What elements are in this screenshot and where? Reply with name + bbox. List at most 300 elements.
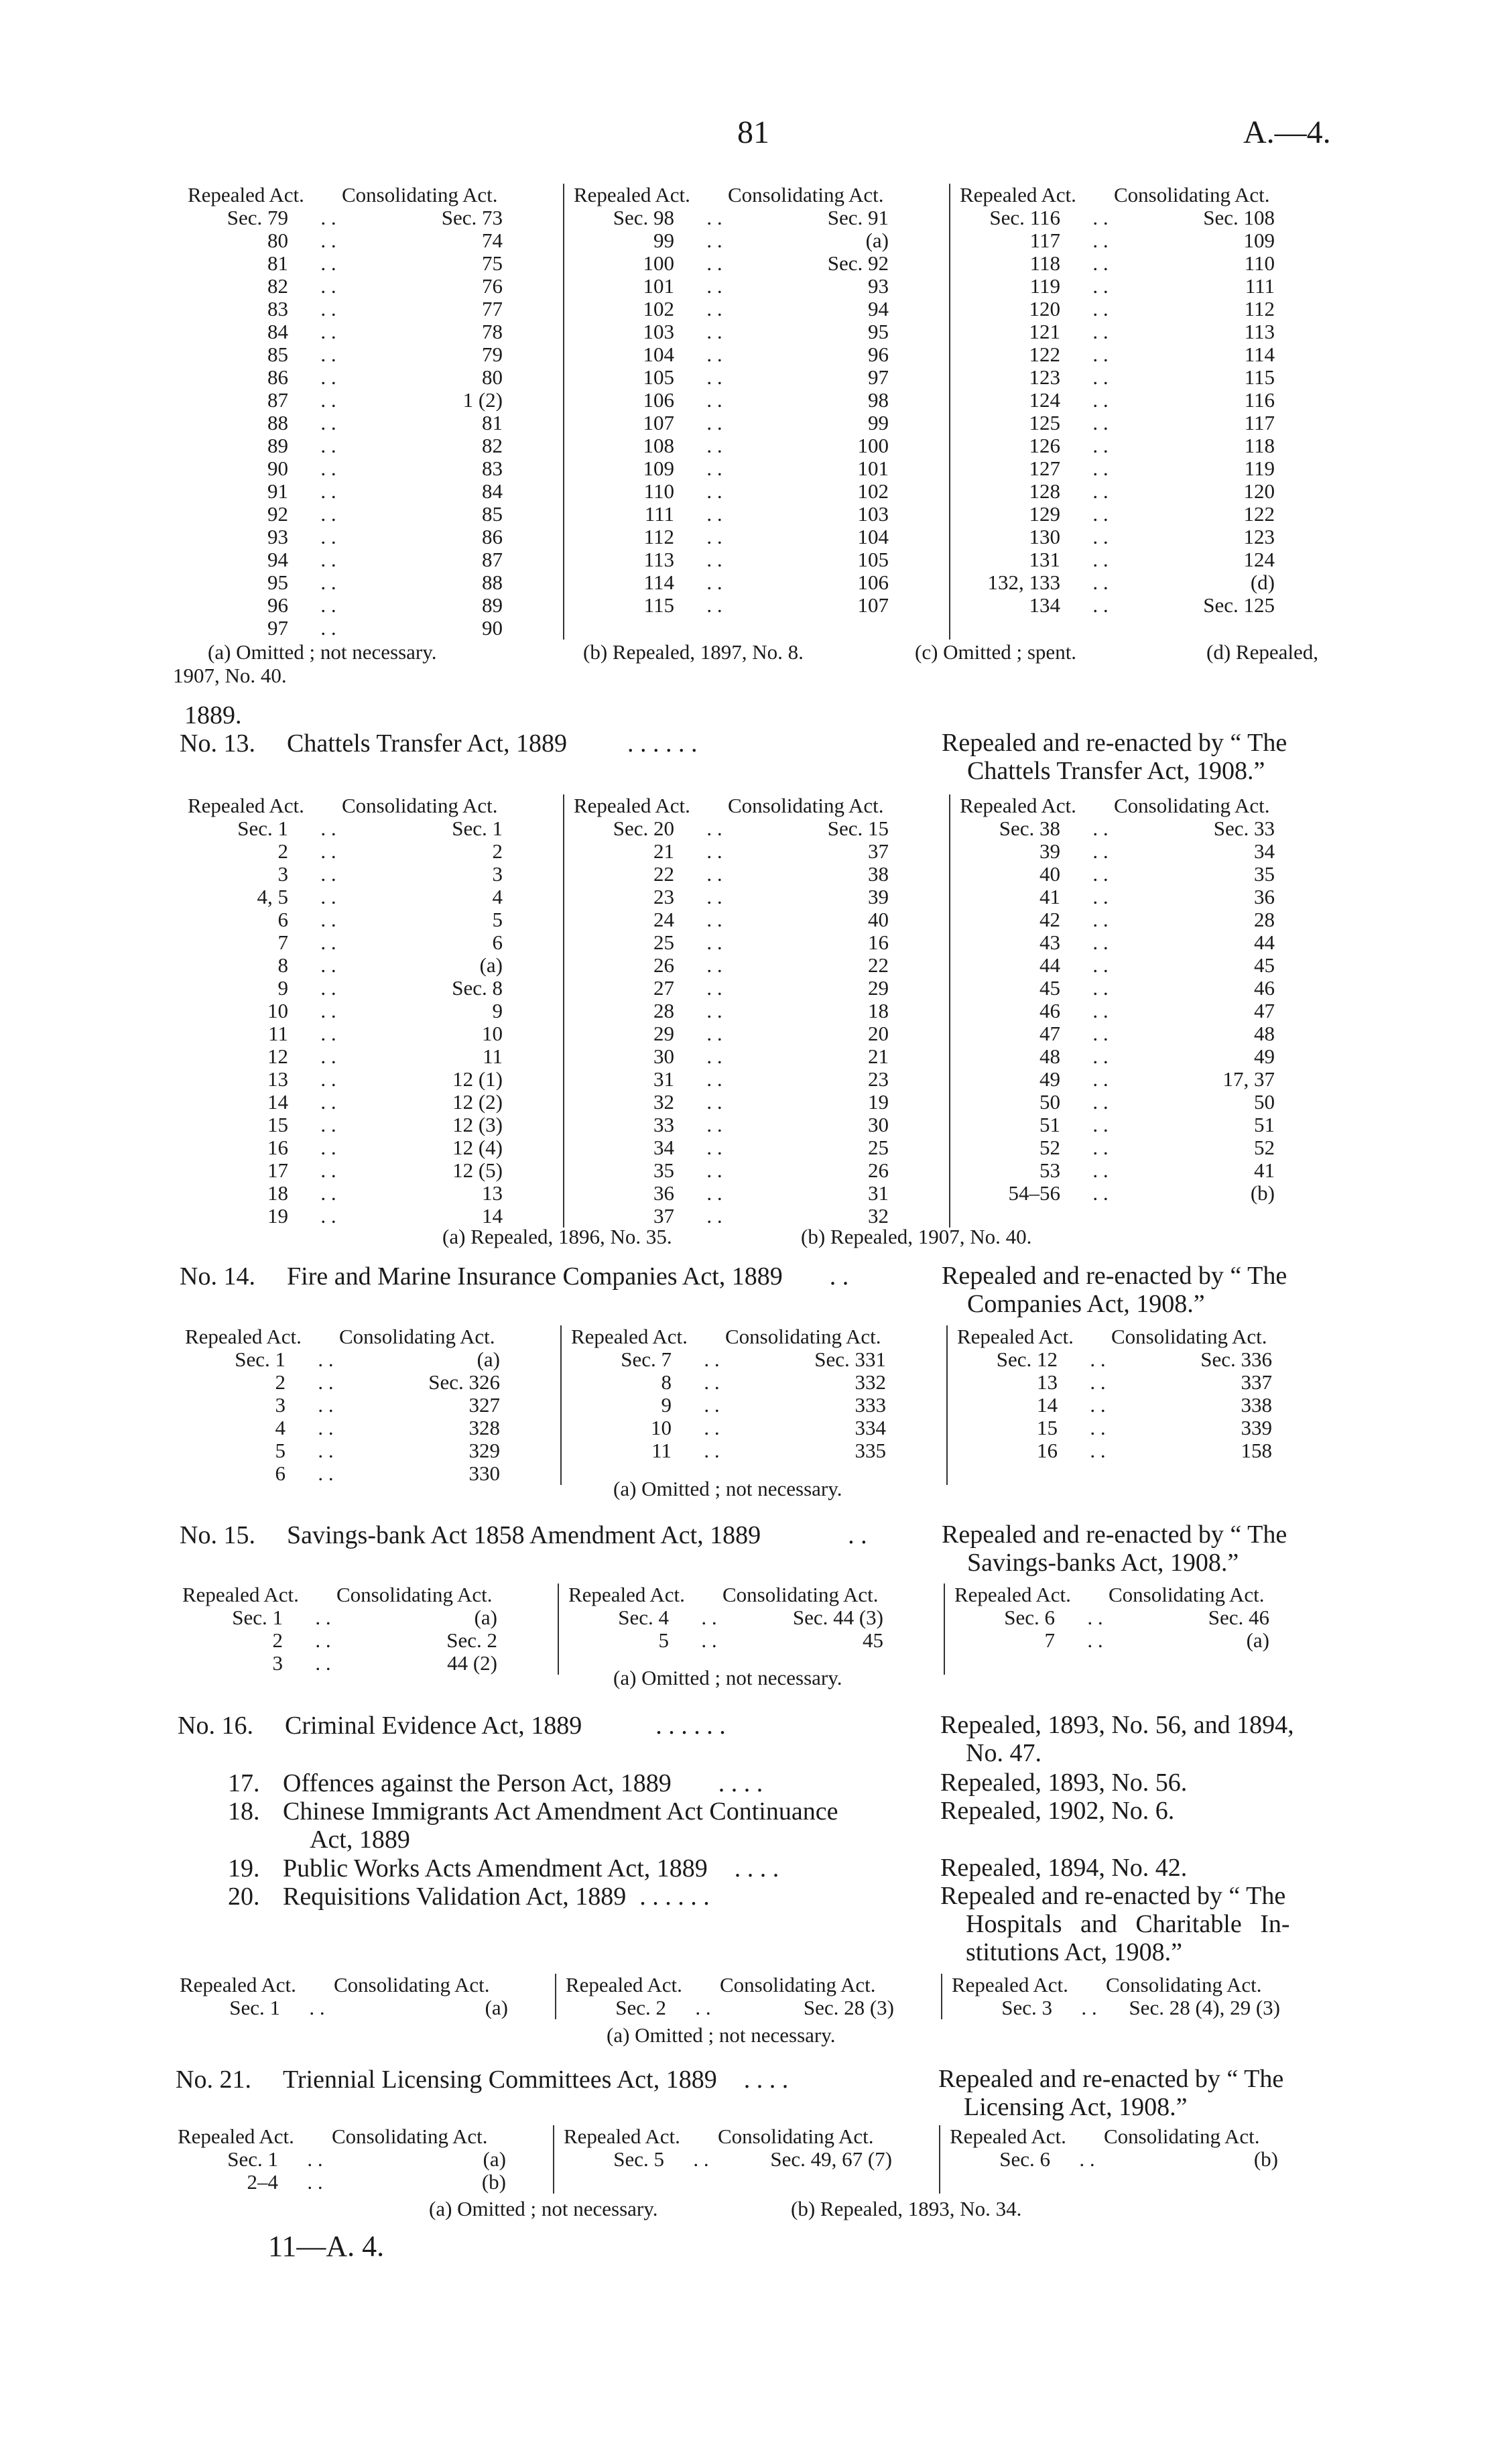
leader-dots: . .: [1092, 548, 1109, 571]
repealed-section: 100: [643, 251, 674, 275]
leader-dots: . .: [1092, 817, 1109, 840]
table-column-3: [940, 2125, 1325, 2194]
leader-dots: . .: [706, 839, 722, 863]
act-number: 20.: [228, 1883, 260, 1911]
repealed-section: Sec. 1: [237, 817, 288, 840]
consolidating-act-header: Consolidating Act.: [342, 794, 498, 817]
leader-dots: . .: [706, 1090, 722, 1114]
repealed-section: 17: [267, 1158, 288, 1182]
consolidating-section: Sec. 91: [827, 206, 889, 229]
leader-dots: . .: [706, 593, 722, 617]
leader-dots: . .: [320, 885, 336, 908]
consolidating-section: 13: [482, 1181, 503, 1205]
consolidating-act-header: Consolidating Act.: [728, 183, 884, 206]
repealed-section: 2: [277, 839, 288, 863]
table-row: [571, 1348, 946, 1371]
consolidating-section: 80: [482, 365, 503, 389]
leader-dots: . .: [706, 571, 722, 594]
consolidating-section: 36: [1254, 885, 1275, 908]
repealed-section: 32: [653, 1090, 674, 1114]
repealed-section: 25: [653, 931, 674, 954]
consolidating-section: 3: [492, 862, 503, 886]
consolidating-section: 75: [482, 251, 503, 275]
repealed-section: 13: [267, 1067, 288, 1091]
table-row: [960, 1182, 1335, 1205]
table-row: [960, 275, 1335, 298]
consolidating-act-header: Consolidating Act.: [339, 1325, 495, 1348]
leader-dots: . .: [320, 1113, 336, 1136]
table-row: [571, 1417, 946, 1439]
consolidating-section: Sec. 49, 67 (7): [770, 2147, 892, 2171]
repealed-section: 110: [643, 479, 674, 503]
consolidating-section: 119: [1244, 457, 1275, 480]
consolidating-section: 12 (2): [452, 1090, 503, 1114]
repealed-section: 41: [1040, 885, 1060, 908]
table-row: [574, 343, 949, 366]
table-row: [188, 275, 563, 298]
repealed-section: 84: [267, 320, 288, 343]
consolidating-section: Sec. 33: [1213, 817, 1275, 840]
leader-dots: . .: [1092, 1136, 1109, 1159]
repealed-section: 52: [1040, 1136, 1060, 1159]
consolidating-section: 50: [1254, 1090, 1275, 1114]
consolidating-section: 87: [482, 548, 503, 571]
repealed-section: 94: [267, 548, 288, 571]
table-row: [957, 1417, 1332, 1439]
table-row: [574, 1000, 949, 1022]
table-row: [952, 1996, 1327, 2019]
leader-dots: . .: [704, 1439, 720, 1462]
consolidating-section: 31: [868, 1181, 889, 1205]
leader-dots: . .: [706, 479, 722, 503]
repealed-section: Sec. 1: [232, 1606, 283, 1629]
consolidating-section: 74: [482, 229, 503, 252]
consolidating-section: 78: [482, 320, 503, 343]
table-row: [188, 548, 563, 571]
table-row: [182, 1629, 558, 1652]
consolidating-section: 338: [1241, 1393, 1272, 1417]
leader-dots: . .: [706, 251, 722, 275]
table-row: [188, 252, 563, 275]
consolidating-section: 158: [1241, 1439, 1272, 1462]
consolidating-section: 112: [1244, 297, 1275, 320]
repealed-section: 23: [653, 885, 674, 908]
table-row: [574, 1114, 949, 1136]
leader-dots: . .: [320, 206, 336, 229]
leader-dots: . .: [706, 862, 722, 886]
status-line: Savings-banks Act, 1908.”: [967, 1549, 1239, 1577]
document-reference: A.—4.: [1243, 115, 1331, 150]
leader-dots: . .: [320, 274, 336, 298]
leader-dots: . .: [706, 229, 722, 252]
act-title: Fire and Marine Insurance Companies Act, 1889: [287, 1262, 783, 1291]
consolidating-section: 118: [1244, 434, 1275, 457]
repealed-section: 33: [653, 1113, 674, 1136]
status-line: stitutions Act, 1908.”: [966, 1938, 1182, 1966]
leader-dots: . .: [1092, 953, 1109, 977]
consolidating-section: 12 (5): [452, 1158, 503, 1182]
consolidating-section: 37: [868, 839, 889, 863]
leader-dots: . .: [320, 502, 336, 526]
repealed-section: Sec. 12: [996, 1348, 1058, 1371]
table-row: [960, 412, 1335, 434]
leader-dots: . .: [706, 343, 722, 366]
consolidating-section: 2: [492, 839, 503, 863]
leader-dots: . .: [1092, 388, 1109, 412]
status-line: Repealed and re-enacted by “ The: [942, 1520, 1287, 1549]
repealed-section: 122: [1029, 343, 1060, 366]
status-line: Companies Act, 1908.”: [967, 1290, 1205, 1318]
table-row: [574, 863, 949, 886]
table-row: [180, 1996, 555, 2019]
leader-dots: . .: [706, 411, 722, 434]
consolidating-act-header: Consolidating Act.: [336, 1583, 493, 1606]
consolidating-act-header: Consolidating Act.: [718, 2125, 874, 2148]
table-row: [188, 503, 563, 526]
repealed-section: 95: [267, 571, 288, 594]
leader-dots: . .: [318, 1370, 334, 1394]
repealed-section: 89: [267, 434, 288, 457]
leader-dots: . .: [1092, 365, 1109, 389]
leader-dots: . .: [320, 908, 336, 931]
act-16-status: [940, 1711, 1356, 1767]
table-column-1: [188, 184, 564, 640]
consolidating-section: 117: [1244, 411, 1275, 434]
act-19-status: Repealed, 1894, No. 42.: [940, 1854, 1188, 1882]
leader-dots: . .: [706, 365, 722, 389]
consolidating-section: 51: [1254, 1113, 1275, 1136]
repealed-section: 12: [267, 1045, 288, 1068]
repealed-section: 113: [643, 548, 674, 571]
table-row: [960, 863, 1335, 886]
repealed-section: 117: [1029, 229, 1060, 252]
leader-dots: . .: [706, 976, 722, 1000]
repealed-section: 90: [267, 457, 288, 480]
act-number: No. 21.: [176, 2066, 251, 2094]
leader-dots: . .: [1092, 229, 1109, 252]
table-row: [960, 840, 1335, 863]
leader-dots: . .: [1092, 1090, 1109, 1114]
table-row: [188, 1091, 563, 1114]
act-21-status: [938, 2065, 1354, 2121]
leader-dots: . .: [320, 411, 336, 434]
repealed-act-header: Repealed Act.: [574, 183, 690, 206]
repealed-section: 44: [1040, 953, 1060, 977]
act-21-heading: [176, 2065, 788, 2094]
leader-dots: . .: [320, 1204, 336, 1228]
act-17-status: Repealed, 1893, No. 56.: [940, 1769, 1188, 1797]
table-row: [960, 434, 1335, 457]
consolidating-section: Sec. 331: [814, 1348, 886, 1371]
leader-dots: . .: [1092, 320, 1109, 343]
table-act-13: [188, 794, 1335, 1228]
leader-dots: . .: [706, 297, 722, 320]
leader-dots: . .: [701, 1628, 717, 1652]
consolidating-section: 115: [1244, 365, 1275, 389]
table-act-21: [178, 2125, 1325, 2194]
table-column-1: [180, 1974, 556, 2019]
status-line: Repealed and re-enacted by “ The: [942, 729, 1287, 757]
consolidating-section: 25: [868, 1136, 889, 1159]
leader-dots: . .: [320, 548, 336, 571]
table-row: [574, 366, 949, 389]
consolidating-section: 30: [868, 1113, 889, 1136]
leader-dots: . .: [1092, 502, 1109, 526]
repealed-section: Sec. 3: [1001, 1996, 1052, 2019]
consolidating-section: Sec. 15: [827, 817, 889, 840]
consolidating-act-header: Consolidating Act.: [334, 1973, 490, 1996]
table-row: [188, 366, 563, 389]
leader-dots: . .: [320, 616, 336, 640]
repealed-section: 120: [1029, 297, 1060, 320]
repealed-section: 82: [267, 274, 288, 298]
consolidating-section: Sec. 46: [1208, 1606, 1269, 1629]
consolidating-section: 10: [482, 1022, 503, 1045]
consolidating-act-header: Consolidating Act.: [1114, 183, 1270, 206]
table-column-2: [554, 2125, 940, 2194]
table-row: [960, 1159, 1335, 1182]
table-row: [188, 1114, 563, 1136]
repealed-section: 45: [1040, 976, 1060, 1000]
consolidating-section: 40: [868, 908, 889, 931]
footnote-d-cont: 1907, No. 40.: [173, 664, 287, 687]
leader-dots: . .: [320, 999, 336, 1022]
leader-dots: . .: [320, 297, 336, 320]
repealed-act-header: Repealed Act.: [182, 1583, 299, 1606]
repealed-section: 42: [1040, 908, 1060, 931]
repealed-section: Sec. 98: [613, 206, 674, 229]
leader-dots: . .: [320, 320, 336, 343]
table-row: [960, 1045, 1335, 1068]
consolidating-section: 124: [1243, 548, 1275, 571]
consolidating-section: Sec. 92: [827, 251, 889, 275]
leader-dots: . .: [1092, 274, 1109, 298]
consolidating-section: 76: [482, 274, 503, 298]
repealed-act-header: Repealed Act.: [571, 1325, 688, 1348]
act-18-title-cont: Act, 1889: [310, 1826, 410, 1854]
act-title: Chinese Immigrants Act Amendment Act Continuance: [283, 1797, 838, 1826]
act-number: 17.: [228, 1769, 260, 1797]
leader-dots: . .: [1092, 862, 1109, 886]
leader-dots: . .: [695, 1996, 711, 2019]
consolidating-section: 100: [857, 434, 889, 457]
repealed-section: 111: [644, 502, 674, 526]
table-row: [188, 320, 563, 343]
repealed-section: 2–4: [247, 2170, 278, 2194]
table-row: [188, 617, 563, 640]
repealed-section: 11: [651, 1439, 672, 1462]
leader-dots: . .: [706, 320, 722, 343]
table-row: [574, 594, 949, 617]
repealed-section: 2: [272, 1628, 283, 1652]
leader-dots: . .: [320, 839, 336, 863]
repealed-act-header: Repealed Act.: [178, 2125, 294, 2148]
table-row: [954, 1629, 1330, 1652]
repealed-section: 123: [1029, 365, 1060, 389]
repealed-section: 104: [643, 343, 674, 366]
consolidating-act-header: Consolidating Act.: [728, 794, 884, 817]
table-row: [188, 343, 563, 366]
consolidating-section: 44 (2): [447, 1651, 497, 1675]
consolidating-section: 334: [855, 1416, 886, 1439]
table-row: [188, 571, 563, 594]
act-number: No. 15.: [180, 1521, 255, 1549]
repealed-section: 26: [653, 953, 674, 977]
repealed-section: 4: [275, 1416, 286, 1439]
table-row: [960, 931, 1335, 954]
repealed-section: 119: [1029, 274, 1060, 298]
repealed-act-header: Repealed Act.: [566, 1973, 682, 1996]
leader-dots: . .: [706, 1045, 722, 1068]
leader-dots: . .: [706, 908, 722, 931]
leader-dots: . . . . . .: [639, 1883, 710, 1911]
consolidating-act-header: Consolidating Act.: [720, 1973, 876, 1996]
repealed-act-header: Repealed Act.: [188, 183, 304, 206]
table-row: [960, 977, 1335, 1000]
consolidating-section: 9: [492, 999, 503, 1022]
consolidating-section: 28: [1254, 908, 1275, 931]
consolidating-section: 97: [868, 365, 889, 389]
act-title: Chattels Transfer Act, 1889: [287, 729, 567, 758]
table-row: [568, 1606, 944, 1629]
leader-dots: . .: [320, 1090, 336, 1114]
consolidating-act-header: Consolidating Act.: [1114, 794, 1270, 817]
repealed-section: Sec. 6: [1004, 1606, 1055, 1629]
leader-dots: . .: [315, 1606, 331, 1629]
repealed-section: 103: [643, 320, 674, 343]
leader-dots: . .: [1092, 206, 1109, 229]
consolidating-section: 109: [1243, 229, 1275, 252]
repealed-section: 97: [267, 616, 288, 640]
consolidating-section: 85: [482, 502, 503, 526]
consolidating-section: 81: [482, 411, 503, 434]
act-title: Public Works Acts Amendment Act, 1889: [283, 1854, 708, 1883]
repealed-section: 86: [267, 365, 288, 389]
repealed-section: Sec. 1: [227, 2147, 278, 2171]
table-row: [574, 977, 949, 1000]
leader-dots: . .: [1079, 2147, 1095, 2171]
table-column-2: [564, 184, 950, 640]
table-row: [188, 457, 563, 480]
consolidating-act-header: Consolidating Act.: [725, 1325, 881, 1348]
consolidating-section: 49: [1254, 1045, 1275, 1068]
table-row: [574, 1159, 949, 1182]
consolidating-section: 113: [1244, 320, 1275, 343]
leader-dots: . .: [1092, 839, 1109, 863]
table-row: [574, 526, 949, 548]
status-line: Repealed and re-enacted by “ The: [938, 2065, 1284, 2093]
table-row: [188, 863, 563, 886]
leader-dots: . .: [320, 571, 336, 594]
leader-dots: . .: [829, 1262, 849, 1291]
leader-dots: . .: [320, 251, 336, 275]
act-14-status: [942, 1262, 1357, 1318]
leader-dots: . .: [706, 999, 722, 1022]
act-13-status: [942, 729, 1357, 785]
consolidating-section: (b): [481, 2170, 506, 2194]
act-18-status: Repealed, 1902, No. 6.: [940, 1797, 1175, 1825]
consolidating-section: Sec. 336: [1200, 1348, 1272, 1371]
consolidating-section: (a): [485, 1996, 508, 2019]
repealed-section: 6: [275, 1461, 286, 1485]
consolidating-section: 45: [1254, 953, 1275, 977]
footnote-a: (a) Omitted ; not necessary.: [613, 1666, 842, 1689]
repealed-section: 80: [267, 229, 288, 252]
table-row: [950, 2148, 1325, 2171]
repealed-section: 85: [267, 343, 288, 366]
leader-dots: . .: [706, 1158, 722, 1182]
leader-dots: . .: [701, 1606, 717, 1629]
repealed-section: 14: [1037, 1393, 1058, 1417]
leader-dots: . .: [318, 1439, 334, 1462]
table-row: [574, 840, 949, 863]
consolidating-section: 44: [1254, 931, 1275, 954]
consolidating-section: 122: [1243, 502, 1275, 526]
leader-dots: . .: [320, 479, 336, 503]
table-row: [574, 908, 949, 931]
act-14-heading: [180, 1262, 848, 1291]
table-row: [571, 1371, 946, 1394]
repealed-section: 112: [643, 525, 674, 548]
consolidating-section: 45: [863, 1628, 883, 1652]
table-row: [571, 1394, 946, 1417]
repealed-section: 11: [268, 1022, 288, 1045]
repealed-section: 115: [643, 593, 674, 617]
repealed-act-header: Repealed Act.: [960, 794, 1076, 817]
table-row: [954, 1606, 1330, 1629]
repealed-section: 118: [1029, 251, 1060, 275]
repealed-section: 102: [643, 297, 674, 320]
repealed-section: 2: [275, 1370, 286, 1394]
repealed-section: 13: [1037, 1370, 1058, 1394]
leader-dots: . .: [1092, 343, 1109, 366]
consolidating-section: Sec. 2: [446, 1628, 497, 1652]
table-row: [960, 480, 1335, 503]
leader-dots: . .: [706, 525, 722, 548]
table-row: [188, 840, 563, 863]
repealed-section: 54–56: [1008, 1181, 1060, 1205]
table-row: [188, 977, 563, 1000]
status-line: No. 47.: [966, 1739, 1042, 1767]
repealed-section: 101: [643, 274, 674, 298]
footnote-d: (d) Repealed,: [1206, 640, 1318, 664]
repealed-section: 99: [653, 229, 674, 252]
consolidating-section: 84: [482, 479, 503, 503]
repealed-act-header: Repealed Act.: [564, 2125, 680, 2148]
repealed-section: Sec. 4: [618, 1606, 669, 1629]
table-row: [185, 1462, 560, 1485]
leader-dots: . .: [1087, 1628, 1103, 1652]
consolidating-section: 101: [857, 457, 889, 480]
repealed-section: 9: [661, 1393, 672, 1417]
leader-dots: . .: [320, 976, 336, 1000]
table-row: [188, 229, 563, 252]
repealed-section: 83: [267, 297, 288, 320]
repealed-section: Sec. 5: [613, 2147, 664, 2171]
table-row: [568, 1629, 944, 1652]
repealed-act-header: Repealed Act.: [957, 1325, 1074, 1348]
consolidating-section: 12 (3): [452, 1113, 503, 1136]
consolidating-section: 35: [1254, 862, 1275, 886]
repealed-section: 34: [653, 1136, 674, 1159]
consolidating-section: 337: [1241, 1370, 1272, 1394]
leader-dots: . .: [706, 1113, 722, 1136]
table-row: [574, 1045, 949, 1068]
consolidating-section: 120: [1243, 479, 1275, 503]
table-row: [957, 1394, 1332, 1417]
leader-dots: . .: [1092, 479, 1109, 503]
repealed-section: 22: [653, 862, 674, 886]
